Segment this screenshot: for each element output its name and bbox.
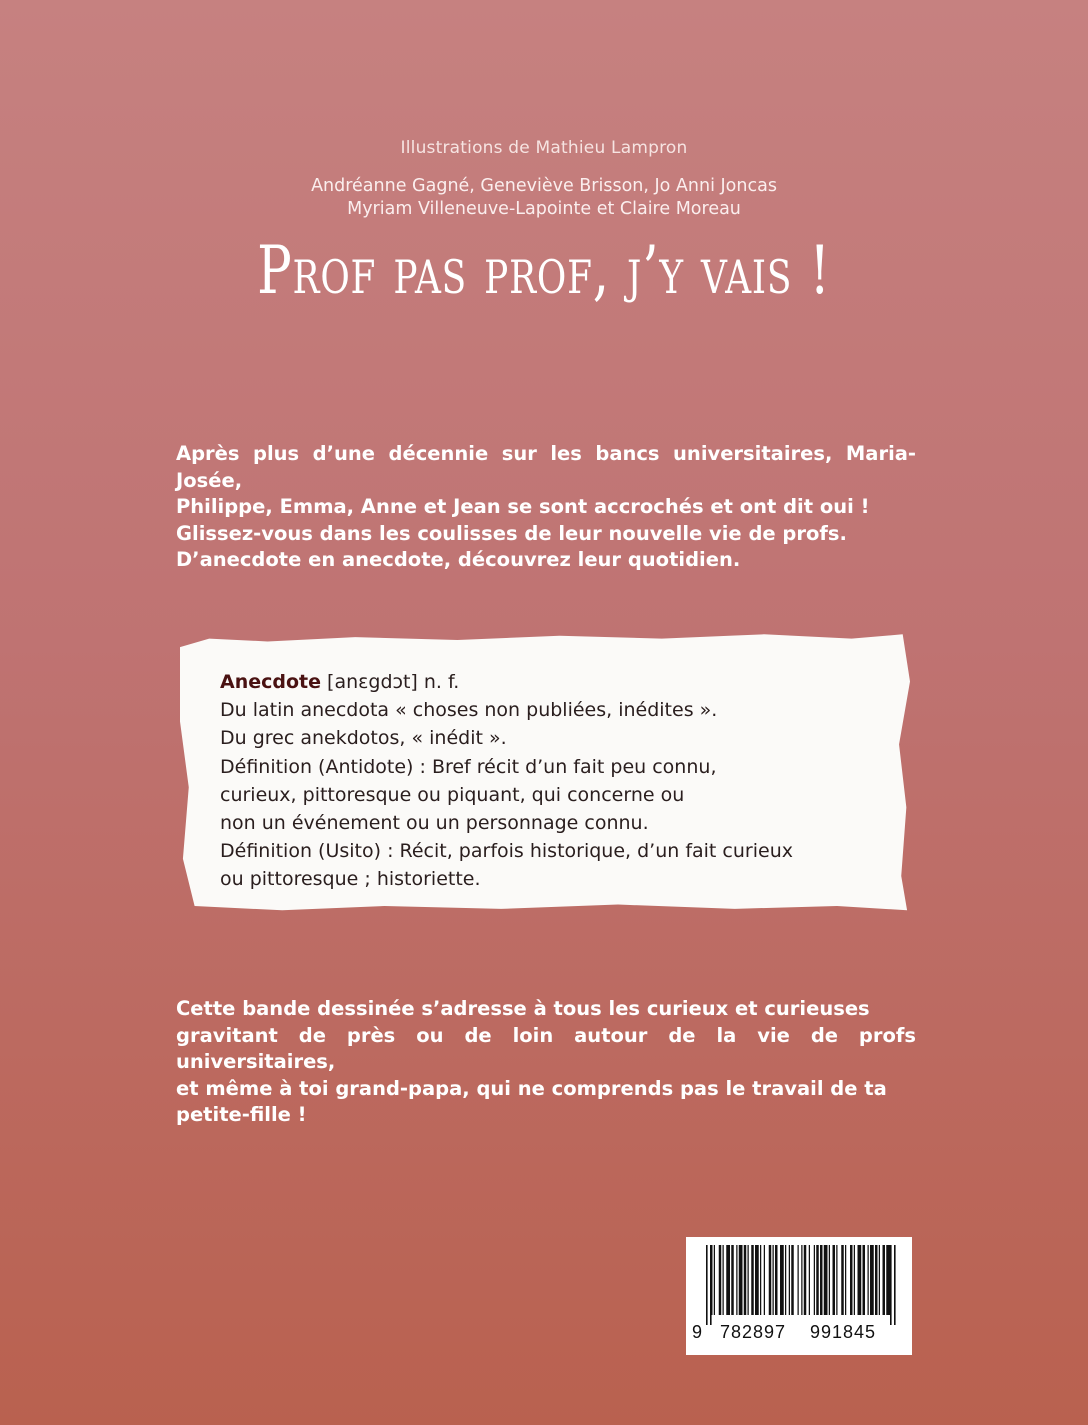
definition-text	[220, 668, 890, 894]
barcode-bar	[801, 1245, 802, 1315]
definition-line: curieux, pittoresque ou piquant, qui concerne ou	[220, 783, 685, 806]
isbn-number	[686, 1322, 912, 1346]
definition-line: Définition (Usito) : Récit, parfois historique, d’un fait curieux	[220, 840, 793, 863]
barcode-bar	[804, 1245, 807, 1315]
barcode-guard-bar	[890, 1245, 892, 1325]
outro-line: et même à toi grand-papa, qui ne comprends pas le travail de ta	[176, 1076, 887, 1100]
isbn-first-digit: 9	[692, 1322, 703, 1342]
barcode-bar	[748, 1245, 749, 1315]
barcode-bar	[820, 1245, 823, 1315]
barcode-bar	[868, 1245, 869, 1315]
barcode-bar	[870, 1245, 874, 1315]
barcode-bar	[723, 1245, 724, 1315]
barcode-bars	[696, 1245, 902, 1325]
definition-line: Définition (Antidote) : Bref récit d’un fait peu connu,	[220, 755, 717, 778]
isbn-right-group: 991845	[810, 1322, 877, 1342]
intro-line: D’anecdote en anecdote, découvrez leur quotidien.	[176, 548, 741, 571]
barcode-bar	[824, 1245, 828, 1315]
barcode-bar	[836, 1245, 837, 1315]
barcode-bar	[773, 1245, 774, 1315]
barcode-bar	[875, 1245, 878, 1315]
barcode-bar	[714, 1245, 715, 1315]
definition-line: ou pittoresque ; historiette.	[220, 868, 481, 891]
barcode-bar	[841, 1245, 844, 1315]
author-credits	[0, 175, 1088, 221]
barcode-bar	[816, 1245, 819, 1315]
barcode-bar	[744, 1245, 747, 1315]
barcode-bar	[764, 1245, 765, 1315]
authors-line: Andréanne Gagné, Geneviève Brisson, Jo Anni Joncas	[311, 176, 777, 196]
definition-line: Du grec anekdotos, « inédit ».	[220, 727, 507, 750]
barcode-bar	[858, 1245, 862, 1315]
barcode-bar	[710, 1245, 713, 1315]
barcode-bar	[854, 1245, 855, 1315]
outro-line: petite-fille !	[176, 1103, 307, 1126]
barcode-bar	[879, 1245, 880, 1315]
definition-line: non un événement ou un personnage connu.	[220, 812, 649, 835]
barcode-bar	[785, 1245, 786, 1315]
outro-line: gravitant de près ou de loin autour de la vie de profs universitaires,	[176, 1023, 916, 1073]
barcode-bar	[755, 1245, 759, 1315]
isbn-barcode	[686, 1237, 912, 1355]
barcode-bar	[863, 1245, 866, 1315]
barcode-bar	[809, 1245, 810, 1315]
barcode-bar	[775, 1245, 778, 1315]
barcode-bar	[845, 1245, 846, 1315]
isbn-left-group: 782897	[720, 1322, 787, 1342]
barcode-bar	[829, 1245, 830, 1315]
definition-line: Du latin anecdota « choses non publiées, inédites ».	[220, 699, 718, 722]
definition-headword-line	[220, 668, 890, 696]
illustrator-credit: Illustrations de Mathieu Lampron	[400, 138, 688, 158]
book-title: Prof pas prof, j’y vais !	[257, 232, 831, 309]
barcode-guard-bar	[706, 1245, 708, 1325]
barcode-bar	[739, 1245, 743, 1315]
barcode-bar	[719, 1245, 722, 1315]
barcode-guard-bar	[894, 1245, 896, 1325]
barcode-bar	[736, 1245, 737, 1315]
barcode-bar	[769, 1245, 772, 1315]
barcode-bar	[726, 1245, 730, 1315]
authors-line: Myriam Villeneuve-Lapointe et Claire Moreau	[347, 199, 741, 219]
outro-paragraph	[176, 996, 916, 1129]
barcode-bar	[814, 1245, 815, 1315]
barcode-bar	[751, 1245, 754, 1315]
barcode-bar	[760, 1245, 761, 1315]
barcode-bar	[789, 1245, 790, 1315]
intro-line: Après plus d’une décennie sur les bancs universitaires, Maria-Josée,	[176, 442, 916, 492]
barcode-bar	[791, 1245, 794, 1315]
barcode-bar	[850, 1245, 853, 1315]
barcode-bar	[731, 1245, 734, 1315]
intro-paragraph	[176, 441, 916, 574]
barcode-bar	[883, 1245, 886, 1315]
intro-line: Philippe, Emma, Anne et Jean se sont accrochés et ont dit oui !	[176, 495, 870, 518]
definition-pronunciation: [anɛgdɔt] n. f.	[321, 671, 460, 693]
intro-line: Glissez-vous dans les coulisses de leur nouvelle vie de profs.	[176, 521, 847, 545]
barcode-bar	[780, 1245, 784, 1315]
definition-term: Anecdote	[220, 671, 322, 693]
barcode-bar	[833, 1245, 836, 1315]
barcode-bar	[798, 1245, 799, 1315]
barcode-bar	[886, 1245, 890, 1315]
outro-line: Cette bande dessinée s’adresse à tous les curieux et curieuses	[176, 997, 870, 1020]
